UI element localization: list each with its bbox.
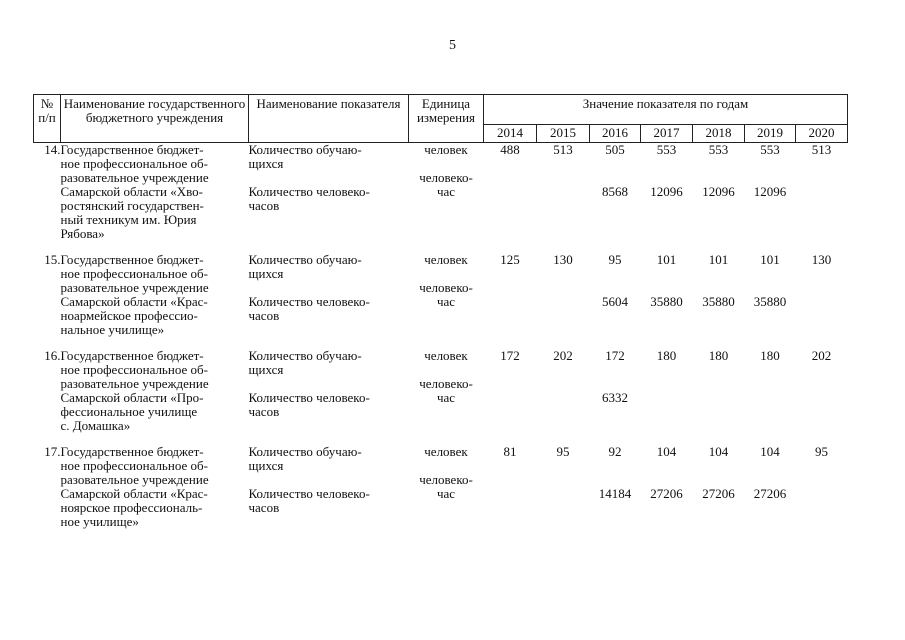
value-person-hours: 12096 [650, 184, 683, 199]
value-person-hours [484, 295, 537, 309]
year-value-cell [590, 253, 641, 337]
year-value-cell [537, 253, 590, 337]
indicator-line: часов [248, 404, 280, 419]
indicator-names [249, 253, 409, 337]
org-name-line: с. Домашка» [60, 418, 131, 433]
org-name-line: Государственное бюджет- [60, 252, 204, 267]
indicator-line: Количество человеко- [248, 184, 370, 199]
indicator-person-hours [249, 295, 409, 323]
value-person-hours: 12096 [702, 184, 735, 199]
org-name-line: нальное училище» [60, 322, 165, 337]
header-year: 2018 [693, 124, 745, 142]
row-spacer [34, 529, 848, 541]
indicator-students [249, 253, 409, 281]
indicator-names [249, 143, 409, 242]
row-number: 16. [44, 348, 61, 363]
indicator-names [249, 445, 409, 529]
org-name-line: Самарской области «Про- [60, 390, 204, 405]
year-value-cell [796, 253, 848, 337]
indicator-line: Количество обучаю- [248, 142, 362, 157]
value-students: 130 [553, 252, 573, 267]
value-person-hours [796, 487, 848, 501]
indicator-line: щихся [248, 156, 284, 171]
year-value-cell [537, 143, 590, 242]
value-person-hours [537, 391, 590, 405]
year-value-cell [693, 253, 745, 337]
value-person-hours [693, 391, 745, 405]
unit-line: час [436, 390, 456, 405]
year-value-cell [484, 445, 537, 529]
indicator-line: часов [248, 198, 280, 213]
unit-line: человеко- [419, 472, 473, 487]
value-students: 104 [708, 444, 729, 459]
year-value-cell [590, 349, 641, 433]
year-value-cell [796, 349, 848, 433]
header-year: 2016 [590, 124, 641, 142]
unit-person-hours [409, 473, 484, 501]
indicator-person-hours [249, 487, 409, 515]
unit-person-hours [409, 171, 484, 199]
org-name-line: ное профессиональное об- [60, 458, 208, 473]
value-person-hours: 35880 [650, 294, 683, 309]
header-org: Наименование государственного бюджетного учреждения [61, 95, 249, 143]
year-value-cell [693, 445, 745, 529]
row-number: 14. [44, 142, 61, 157]
org-name-line: ноармейское профессио- [60, 308, 198, 323]
value-students: 95 [815, 444, 828, 459]
org-name-line: разовательное учреждение [60, 170, 209, 185]
org-name-line: Самарской области «Хво- [60, 184, 203, 199]
year-value-cell [745, 253, 796, 337]
year-value-cell [641, 143, 693, 242]
indicator-students [249, 143, 409, 171]
org-name-line: ное профессиональное об- [60, 362, 208, 377]
row-number: 15. [44, 252, 61, 267]
unit-line: человеко- [419, 170, 473, 185]
table-header [34, 95, 848, 143]
org-name [61, 349, 249, 433]
table-row [34, 143, 848, 242]
org-name-line: Рябова» [60, 226, 105, 241]
value-person-hours: 14184 [598, 486, 632, 501]
value-person-hours [796, 295, 848, 309]
value-students: 553 [656, 142, 677, 157]
org-name-line: ростянский государствен- [60, 198, 204, 213]
org-name-line: разовательное учреждение [60, 472, 209, 487]
header-indicator: Наименование показателя [249, 95, 409, 143]
year-value-cell [796, 445, 848, 529]
year-value-cell [484, 253, 537, 337]
indicator-line: Количество человеко- [248, 486, 370, 501]
org-name-line: разовательное учреждение [60, 376, 209, 391]
value-students: 553 [760, 142, 780, 157]
value-person-hours [537, 185, 590, 199]
header-num: № п/п [34, 95, 61, 143]
value-students: 180 [760, 348, 780, 363]
unit-line: час [436, 486, 456, 501]
unit-person-hours [409, 281, 484, 309]
indicator-person-hours [249, 185, 409, 213]
value-students: 125 [500, 252, 520, 267]
org-name [61, 143, 249, 242]
table-row [34, 253, 848, 337]
year-value-cell [796, 143, 848, 242]
indicator-line: щихся [248, 266, 284, 281]
table-row [34, 349, 848, 433]
indicator-line: Количество обучаю- [248, 252, 362, 267]
year-value-cell [590, 445, 641, 529]
year-value-cell [641, 349, 693, 433]
value-person-hours [641, 391, 693, 405]
indicators-table [33, 94, 848, 541]
year-value-cell [537, 445, 590, 529]
year-value-cell [745, 445, 796, 529]
value-students: 101 [760, 252, 780, 267]
value-person-hours [484, 487, 537, 501]
units [409, 445, 484, 529]
header-year: 2014 [484, 124, 537, 142]
header-year: 2020 [796, 124, 848, 142]
units [409, 143, 484, 242]
year-value-cell [641, 445, 693, 529]
value-person-hours: 12096 [753, 184, 787, 199]
indicator-line: Количество обучаю- [248, 348, 362, 363]
value-person-hours [484, 185, 537, 199]
org-name-line: ное училище» [60, 514, 139, 529]
value-person-hours: 8568 [602, 184, 628, 199]
indicator-students [249, 349, 409, 377]
indicator-line: часов [248, 308, 280, 323]
org-name-line: ный техникум им. Юрия [60, 212, 197, 227]
value-person-hours [537, 295, 590, 309]
unit-line: человеко- [419, 376, 473, 391]
value-students: 553 [708, 142, 729, 157]
unit-line: час [436, 294, 456, 309]
value-students: 101 [656, 252, 677, 267]
org-name [61, 445, 249, 529]
year-value-cell [693, 349, 745, 433]
value-person-hours: 35880 [702, 294, 735, 309]
table-body [34, 143, 848, 542]
unit-persons: человек [424, 142, 468, 157]
indicator-line: Количество человеко- [248, 294, 370, 309]
value-students: 95 [608, 252, 622, 267]
year-value-cell [537, 349, 590, 433]
year-value-cell [745, 143, 796, 242]
header-year: 2019 [745, 124, 796, 142]
unit-person-hours [409, 377, 484, 405]
value-person-hours: 27206 [753, 486, 787, 501]
indicator-students [249, 445, 409, 473]
indicator-line: щихся [248, 362, 284, 377]
value-students: 101 [708, 252, 729, 267]
value-students: 513 [811, 142, 832, 157]
year-value-cell [745, 349, 796, 433]
value-person-hours: 27206 [702, 486, 735, 501]
value-person-hours: 35880 [753, 294, 787, 309]
header-year: 2015 [537, 124, 590, 142]
org-name-line: Самарской области «Крас- [60, 294, 208, 309]
indicator-line: Количество обучаю- [248, 444, 362, 459]
header-year: 2017 [641, 124, 693, 142]
value-students: 172 [500, 348, 520, 363]
value-students: 202 [811, 348, 832, 363]
value-students: 172 [605, 348, 625, 363]
value-person-hours [796, 185, 848, 199]
page-number: 5 [449, 38, 456, 53]
value-person-hours [745, 391, 796, 405]
year-value-cell [484, 143, 537, 242]
value-person-hours [537, 487, 590, 501]
value-person-hours: 6332 [602, 390, 628, 405]
indicator-line: щихся [248, 458, 284, 473]
indicator-person-hours [249, 391, 409, 419]
value-students: 202 [553, 348, 573, 363]
unit-persons: человек [424, 252, 468, 267]
value-students: 92 [608, 444, 622, 459]
org-name-line: Самарской области «Крас- [60, 486, 208, 501]
value-students: 505 [605, 142, 625, 157]
value-person-hours: 5604 [602, 294, 628, 309]
org-name-line: разовательное учреждение [60, 280, 209, 295]
value-students: 81 [503, 444, 517, 459]
org-name-line: Государственное бюджет- [60, 444, 204, 459]
header-unit: Единица измерения [409, 95, 484, 143]
unit-persons: человек [424, 444, 468, 459]
indicator-names [249, 349, 409, 433]
value-students: 488 [500, 142, 520, 157]
org-name-line: ное профессиональное об- [60, 156, 208, 171]
units [409, 253, 484, 337]
org-name-line: ное профессиональное об- [60, 266, 208, 281]
org-name-line: Государственное бюджет- [60, 142, 204, 157]
value-students: 104 [656, 444, 677, 459]
table-row [34, 445, 848, 529]
header-values-group: Значение показателя по годам [484, 95, 848, 125]
org-name-line: Государственное бюджет- [60, 348, 204, 363]
value-students: 180 [656, 348, 677, 363]
value-students: 104 [760, 444, 780, 459]
year-value-cell [590, 143, 641, 242]
row-spacer-cell [34, 529, 848, 541]
value-students: 95 [556, 444, 570, 459]
value-person-hours [796, 391, 848, 405]
org-name [61, 253, 249, 337]
units [409, 349, 484, 433]
year-value-cell [484, 349, 537, 433]
year-value-cell [641, 253, 693, 337]
value-person-hours: 27206 [650, 486, 683, 501]
org-name-line: ноярское профессиональ- [60, 500, 203, 515]
indicator-line: Количество человеко- [248, 390, 370, 405]
value-students: 180 [708, 348, 729, 363]
year-value-cell [693, 143, 745, 242]
unit-line: человеко- [419, 280, 473, 295]
value-person-hours [484, 391, 537, 405]
org-name-line: фессиональное училище [60, 404, 198, 419]
unit-line: час [436, 184, 456, 199]
unit-persons: человек [424, 348, 468, 363]
value-students: 513 [553, 142, 573, 157]
value-students: 130 [811, 252, 832, 267]
indicator-line: часов [248, 500, 280, 515]
row-number: 17. [44, 444, 61, 459]
